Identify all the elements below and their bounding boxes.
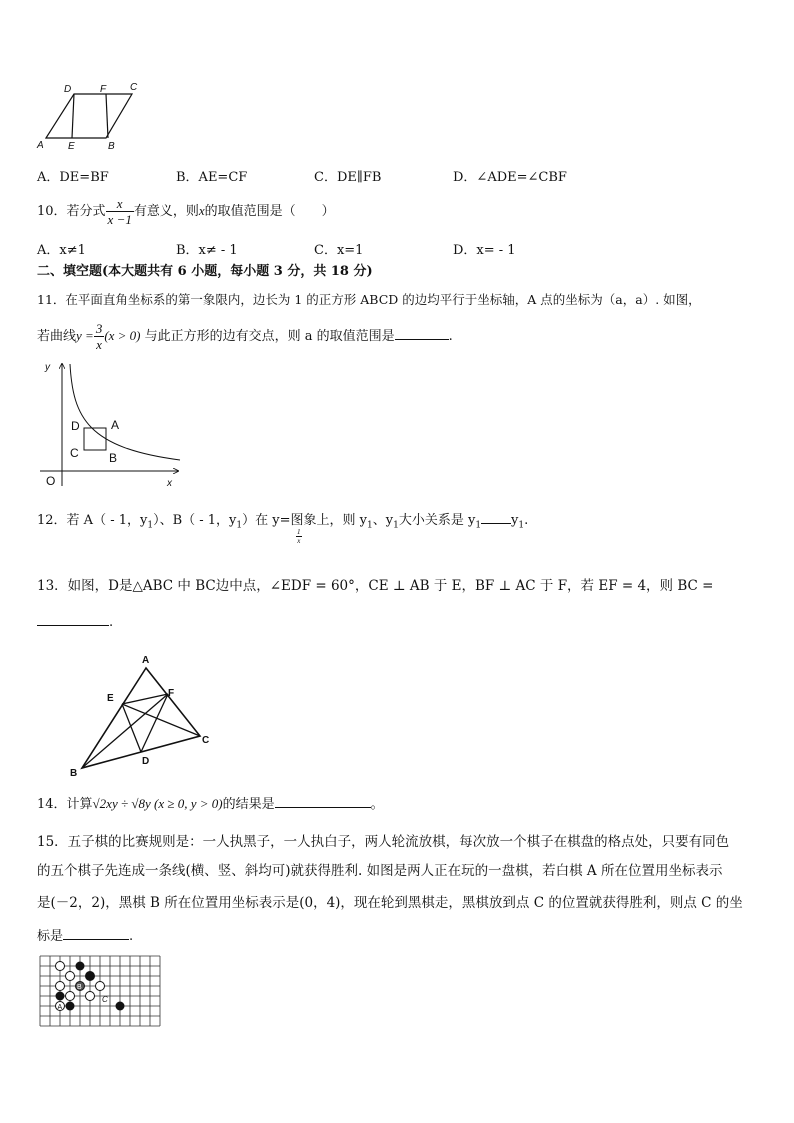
q9-option-d: D．∠ADE=∠CBF (453, 170, 567, 185)
q12-question (37, 511, 528, 535)
q12-text-b: ）、B（ - 1，y (153, 513, 237, 528)
q9-option-b: B．AE=CF (176, 170, 248, 185)
q12-sub4: 1 (393, 520, 399, 531)
black-stone (56, 992, 65, 1001)
q9-option-a: A．DE=BF (37, 170, 109, 185)
section2-title: 二、填空题(本大题共有 6 小题，每小题 3 分，共 18 分) (37, 264, 373, 279)
q12-small-den: x (297, 537, 301, 545)
label-C: C (70, 446, 79, 460)
q9-parallelogram-figure (34, 80, 144, 152)
q15-gomoku-board (38, 954, 162, 1028)
axis-x-label: x (167, 478, 172, 489)
q13-end: . (109, 615, 114, 630)
q14-expression: √2xy ÷ √8y (x ≥ 0, y > 0) (92, 796, 223, 811)
label-A: A (111, 418, 120, 432)
white-stone (66, 992, 75, 1001)
q14-prefix: 14．计算 (37, 797, 93, 812)
q10-option-d: D．x= - 1 (453, 243, 516, 258)
q12-text-a: 12．若 A（ - 1，y (37, 513, 148, 528)
label-D: D (71, 419, 80, 433)
label-C: C (202, 735, 210, 746)
q12-sub2: 1 (236, 520, 243, 531)
q11-fraction (94, 321, 105, 352)
q15-line2: 的五个棋子先连成一条线(横、竖、斜均可)就获得胜利. 如图是两人正在玩的一盘棋，若白棋 A 所在位置用坐标表示 (37, 863, 723, 879)
label-D: D (64, 84, 72, 95)
q14-answer-blank[interactable] (275, 795, 371, 808)
q11-line2-pre: 若曲线 (37, 329, 77, 344)
q12-answer-blank[interactable] (481, 511, 511, 524)
label-A: A (37, 140, 44, 151)
q10-frac-den: x −1 (107, 212, 132, 227)
label-B: B (109, 451, 118, 465)
label-B: B (108, 141, 115, 152)
q15-line4-text: 标是 (37, 929, 64, 944)
q15-line1: 15．五子棋的比赛规则是：一人执黑子，一人执白子，两人轮流放棋，每次放一个棋子在棋盘的格点处，只要有同色 (37, 834, 730, 850)
q13-line2 (37, 613, 113, 632)
label-D: D (142, 756, 150, 767)
q14-question (37, 795, 384, 814)
q15-answer-blank[interactable] (63, 927, 129, 940)
white-stone (56, 962, 65, 971)
black-stone (86, 972, 95, 981)
black-stone (116, 1002, 125, 1011)
q12-small-fraction (296, 528, 302, 545)
q10-prefix: 10．若分式 (37, 204, 106, 219)
q10-question (37, 193, 335, 230)
q15-line4 (37, 927, 133, 946)
q11-cond: (x > 0) (104, 328, 141, 343)
q12-sub5: 1 (475, 520, 482, 531)
q12-sub1: 1 (147, 520, 154, 531)
origin-label: O (46, 474, 56, 488)
black-stone (76, 962, 85, 971)
q15-end: . (129, 929, 134, 944)
q11-curve-y: y = (76, 328, 94, 343)
q12-sub3: 1 (367, 520, 373, 531)
q15-line3: 是(－2，2)，黑棋 B 所在位置用坐标表示是(0，4)，现在轮到黑棋走，黑棋放到点 C 的位置就获得胜利，则点 C 的坐 (37, 895, 743, 911)
q12-text-g: y (511, 513, 519, 528)
q11-answer-blank[interactable] (395, 327, 449, 340)
q10-tail: 的取值范围是（ ） (204, 204, 335, 219)
q11-line2-post: 与此正方形的边有交点，则 a 的取值范围是 (144, 329, 395, 344)
q10-var: x (198, 203, 205, 218)
label-C: C (102, 995, 108, 1004)
q12-text-c: ）在 y= (242, 513, 291, 528)
q12-text-f: 大小关系是 y (398, 513, 476, 528)
label-F: F (100, 84, 107, 95)
label-E: E (107, 693, 114, 704)
q12-small-num: 1 (297, 528, 301, 536)
white-stone (66, 972, 75, 981)
q12-text-d: 图象上，则 y (290, 513, 367, 528)
q13-answer-blank[interactable] (37, 613, 109, 626)
label-F: F (168, 688, 175, 699)
q14-suffix: 的结果是 (222, 797, 275, 812)
label-C: C (130, 82, 138, 93)
white-stone (96, 982, 105, 991)
axis-y-label: y (45, 362, 50, 373)
q10-option-a: A．x≠1 (37, 243, 86, 258)
q11-frac-den: x (96, 337, 102, 352)
q10-frac-num: x (106, 196, 134, 212)
label-A: A (142, 655, 150, 666)
q10-suffix: 有意义，则 (133, 204, 199, 219)
q10-fraction (106, 196, 134, 227)
white-stone (86, 992, 95, 1001)
q9-option-c: C．DE∥FB (314, 170, 382, 185)
q12-sub6: 1 (518, 520, 525, 531)
q12-text-e: 、y (372, 513, 394, 528)
q13-triangle-figure (60, 650, 220, 780)
white-stone (56, 982, 65, 991)
q11-end: . (448, 329, 453, 344)
label-E: E (68, 141, 75, 152)
q11-coordinate-figure (40, 358, 185, 490)
q10-option-b: B．x≠ - 1 (176, 243, 238, 258)
q14-end: 。 (370, 797, 384, 812)
q11-line2 (37, 318, 453, 355)
label-B: B (70, 768, 78, 779)
q11-frac-num: 3 (95, 321, 103, 336)
q13-line1: 13．如图，D是△ABC 中 BC边中点，∠EDF = 60°，CE ⊥ AB 于 E，BF ⊥ AC 于 F，若 EF = 4，则 BC = (37, 578, 714, 594)
black-stone (66, 1002, 75, 1011)
q12-end: . (524, 513, 529, 528)
q11-line1: 11．在平面直角坐标系的第一象限内，边长为 1 的正方形 ABCD 的边均平行于坐标轴，A 点的坐标为（a，a）. 如图， (37, 292, 701, 307)
label-A: A (57, 1004, 63, 1011)
q10-option-c: C．x=1 (314, 243, 364, 258)
label-B: B (77, 984, 82, 991)
